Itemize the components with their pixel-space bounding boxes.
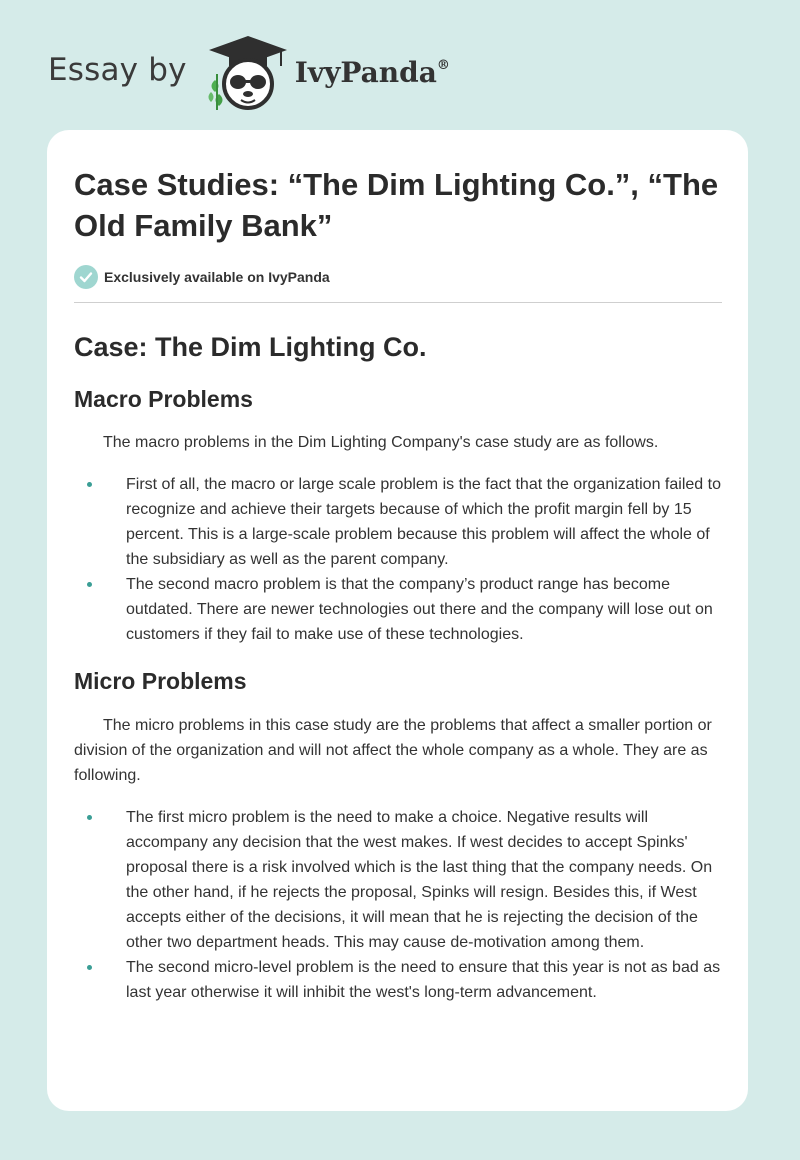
brand-name: IvyPanda® bbox=[294, 55, 450, 89]
list-item: The second micro-level problem is the need to ensure that this year is not as bad as last year otherwise it will inhibit the west's long-term advancement. bbox=[74, 955, 722, 1005]
article-card bbox=[47, 130, 748, 1111]
micro-heading: Micro Problems bbox=[74, 668, 247, 694]
macro-intro: The macro problems in the Dim Lighting Company's case study are as follows. bbox=[103, 434, 659, 451]
check-icon bbox=[74, 265, 98, 289]
panda-logo-icon bbox=[205, 34, 291, 114]
list-item: First of all, the macro or large scale problem is the fact that the organization failed to recognize and achieve their targets because of which the profit margin fell by 15 percent. This is a large-scale problem because this problem will affect the whole of the subsidiary as well as the parent company. bbox=[74, 472, 722, 572]
list-item: The first micro problem is the need to make a choice. Negative results will accompany any decision that the west makes. If west decides to accept Spinks' proposal there is a risk involved which is the last thing that the company needs. On the other hand, if he rejects the proposal, Spinks will resign. Besides this, if West accepts either of the decisions, it will mean that he is rejecting the decision of the other two department heads. This may cause de-motivation among them. bbox=[74, 805, 722, 955]
exclusive-label: Exclusively available on IvyPanda bbox=[104, 269, 330, 285]
divider bbox=[74, 302, 722, 303]
exclusive-badge bbox=[74, 265, 722, 289]
macro-list bbox=[74, 472, 722, 647]
list-item: The second macro problem is that the company’s product range has become outdated. There are newer technologies out there and the company will lose out on customers if they fail to make use of these technologies. bbox=[74, 572, 722, 647]
micro-list bbox=[74, 805, 722, 1005]
brand-prefix: Essay by bbox=[48, 52, 187, 88]
macro-heading: Macro Problems bbox=[74, 386, 253, 412]
case-heading: Case: The Dim Lighting Co. bbox=[74, 332, 427, 362]
article-title: Case Studies: “The Dim Lighting Co.”, “The Old Family Bank” bbox=[74, 167, 719, 243]
brand-header[interactable] bbox=[48, 34, 450, 114]
micro-intro: The micro problems in this case study are the problems that affect a smaller portion or division of the organization and will not affect the whole company as a whole. They are as following. bbox=[74, 717, 712, 784]
